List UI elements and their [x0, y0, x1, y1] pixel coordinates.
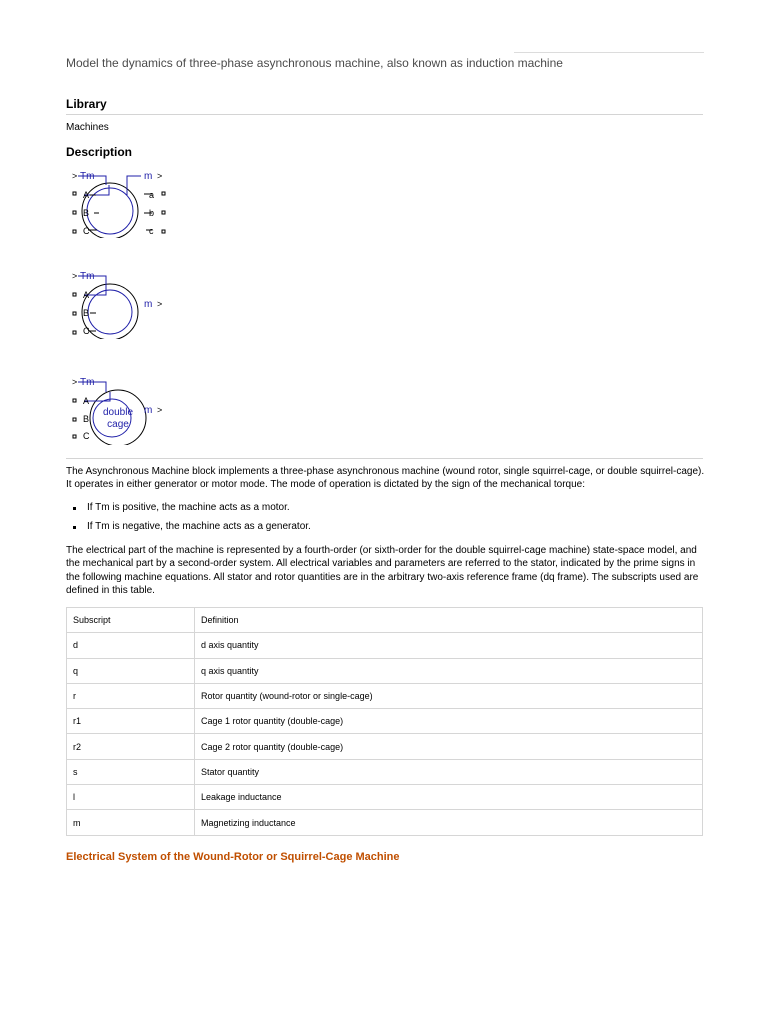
double-cage-tm-port: Tm [80, 377, 95, 388]
library-heading: Library [66, 97, 107, 111]
bullet-marker [73, 507, 76, 510]
wound-rotor-tm-port: Tm [80, 171, 95, 182]
wound-rotor-output-b: b [149, 208, 155, 218]
table-row [67, 658, 703, 683]
table-cell: Rotor quantity (wound-rotor or single-cage) [195, 683, 703, 708]
library-name: Machines [66, 122, 109, 133]
page-subtitle: Model the dynamics of three-phase asynchronous machine, also known as induction machine [66, 56, 563, 70]
table-cell: Magnetizing inductance [195, 810, 703, 835]
double-cage-label-line2: cage [107, 419, 129, 430]
double-cage-m-port: m [144, 405, 153, 416]
wound-rotor-block-diagram [66, 166, 176, 238]
description-divider [66, 458, 703, 459]
wound-rotor-output-a: a [149, 190, 155, 200]
description-intro: The Asynchronous Machine block implements a three-phase asynchronous machine (wound rotor, single squirrel-cage, or double squirrel-cage). It operates in either generator or motor mode. The mode of operation is dictated by the sign of the mechanical torque: [66, 466, 705, 491]
table-row [67, 810, 703, 835]
table-row [67, 709, 703, 734]
wound-rotor-output-c: c [149, 226, 154, 236]
squirrel-cage-input-a: A [83, 290, 90, 300]
list-item [70, 501, 311, 520]
table-cell: Cage 1 rotor quantity (double-cage) [195, 709, 703, 734]
table-cell: d [67, 633, 195, 658]
table-cell: l [67, 785, 195, 810]
table-row [67, 785, 703, 810]
table-row [67, 683, 703, 708]
bullet-text: If Tm is negative, the machine acts as a generator. [87, 521, 311, 532]
svg-text:>: > [72, 377, 78, 387]
table-header-subscript: Subscript [67, 608, 195, 633]
table-cell: q [67, 658, 195, 683]
table-cell: Stator quantity [195, 759, 703, 784]
svg-text:>: > [72, 271, 78, 281]
wound-rotor-input-c: C [83, 226, 90, 236]
description-heading: Description [66, 145, 133, 159]
svg-text:>: > [157, 171, 163, 181]
library-divider [66, 114, 703, 115]
table-cell: r1 [67, 709, 195, 734]
svg-text:>: > [157, 299, 163, 309]
squirrel-cage-tm-port: Tm [80, 271, 95, 282]
wound-rotor-input-b: B [83, 208, 90, 218]
bullet-text: If Tm is positive, the machine acts as a motor. [87, 502, 290, 513]
squirrel-cage-m-port: m [144, 299, 153, 310]
electrical-system-section-link[interactable]: Electrical System of the Wound-Rotor or Squirrel-Cage Machine [66, 851, 400, 863]
double-cage-input-c: C [83, 431, 90, 441]
table-cell: r2 [67, 734, 195, 759]
table-cell: Cage 2 rotor quantity (double-cage) [195, 734, 703, 759]
table-header-row [67, 608, 703, 633]
table-cell: s [67, 759, 195, 784]
table-row [67, 759, 703, 784]
list-item [70, 520, 311, 539]
top-divider [514, 52, 704, 53]
double-cage-label-line1: double [102, 407, 134, 418]
double-cage-input-a: A [83, 396, 90, 406]
wound-rotor-input-a: A [83, 190, 90, 200]
bullet-marker [73, 526, 76, 529]
table-row [67, 633, 703, 658]
squirrel-cage-input-b: B [83, 308, 90, 318]
double-cage-input-b: B [83, 414, 90, 424]
wound-rotor-m-port: m [144, 171, 153, 182]
subscript-table [66, 607, 703, 836]
svg-text:>: > [72, 171, 78, 181]
squirrel-cage-input-c: C [83, 326, 90, 336]
svg-text:>: > [157, 405, 163, 415]
table-header-definition: Definition [195, 608, 703, 633]
description-paragraph-2: The electrical part of the machine is represented by a fourth-order (or sixth-order for the double squirrel-cage machine) state-space model, and the mechanical part by a second-order system. All electrical variables and parameters are referred to the stator, indicated by the prime signs in the following machine equations. All stator and rotor quantities are in the arbitrary two-axis reference frame (dq frame). The subscripts used are defined in this table. [66, 545, 699, 597]
double-cage-block-diagram [66, 373, 176, 445]
table-row [67, 734, 703, 759]
mode-bullet-list [70, 501, 311, 539]
table-cell: m [67, 810, 195, 835]
table-cell: q axis quantity [195, 658, 703, 683]
table-cell: d axis quantity [195, 633, 703, 658]
squirrel-cage-block-diagram [66, 267, 176, 339]
table-cell: Leakage inductance [195, 785, 703, 810]
table-cell: r [67, 683, 195, 708]
